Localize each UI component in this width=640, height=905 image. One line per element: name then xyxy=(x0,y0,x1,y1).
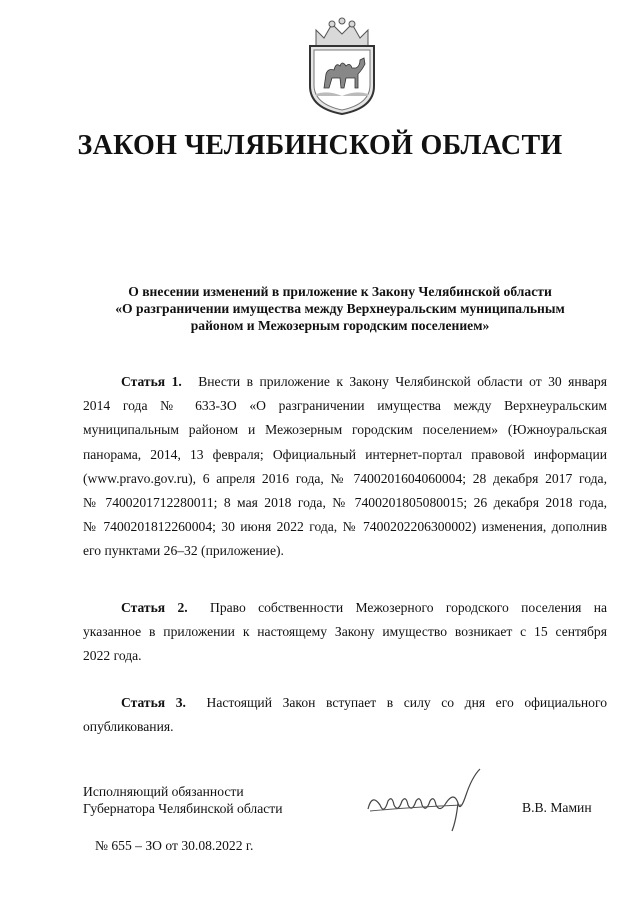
signer-position-line: Исполняющий обязанности xyxy=(83,784,244,799)
article-line: 2014 года № 633-ЗО «О разграничении имущества между Верхнеуральским xyxy=(83,398,607,414)
subtitle-line: О внесении изменений в приложение к Закону Челябинской области xyxy=(128,284,552,299)
article-text: Внести в приложение к Закону Челябинской области от 30 января xyxy=(198,374,607,389)
subtitle-line: «О разграничении имущества между Верхнеуральским муниципальным xyxy=(115,301,565,316)
handwritten-signature xyxy=(362,765,492,835)
article-line xyxy=(83,370,607,394)
article-line: (www.pravo.gov.ru), 6 апреля 2016 года, № 7400201604060004; 28 декабря 2017 года, xyxy=(83,470,607,486)
signer-position xyxy=(83,783,283,817)
article-line xyxy=(83,691,607,715)
article-text: Настоящий Закон вступает в силу со дня его официального xyxy=(206,695,607,710)
signer-position-line: Губернатора Челябинской области xyxy=(83,801,283,816)
article-line: его пунктами 26–32 (приложение). xyxy=(83,543,284,559)
article-3 xyxy=(83,691,607,739)
article-line: указанное в приложении к настоящему Закону имущество возникает с 15 сентября xyxy=(83,624,607,640)
crown-icon xyxy=(316,18,368,46)
article-line: № 7400201712280011; 8 мая 2018 года, № 7400201805080015; 26 декабря 2018 года, xyxy=(83,495,607,511)
coat-of-arms-emblem xyxy=(302,16,382,116)
article-line: муниципальным районом и Межозерным городским поселением» (Южноуральская xyxy=(83,422,607,438)
article-label: Статья 1. xyxy=(121,374,182,389)
subtitle-line: районом и Межозерным городским поселением» xyxy=(190,318,490,333)
document-number: № 655 – ЗО от 30.08.2022 г. xyxy=(95,838,254,853)
signer-name: В.В. Мамин xyxy=(522,800,592,815)
article-line: опубликования. xyxy=(83,719,174,735)
article-line: 2022 года. xyxy=(83,648,142,664)
article-2 xyxy=(83,596,607,669)
article-label: Статья 3. xyxy=(121,695,186,710)
article-1 xyxy=(83,370,607,564)
document-title: ЗАКОН ЧЕЛЯБИНСКОЙ ОБЛАСТИ xyxy=(77,130,563,161)
article-line: № 7400201812260004; 30 июня 2022 года, № 7400202206300002) изменения, дополнив xyxy=(83,519,607,535)
article-line xyxy=(83,596,607,620)
article-line: панорама, 2014, 13 февраля; Официальный интернет-портал правовой информации xyxy=(83,446,607,462)
law-subtitle xyxy=(90,283,590,334)
article-text: Право собственности Межозерного городского поселения на xyxy=(210,600,607,615)
article-label: Статья 2. xyxy=(121,600,188,615)
